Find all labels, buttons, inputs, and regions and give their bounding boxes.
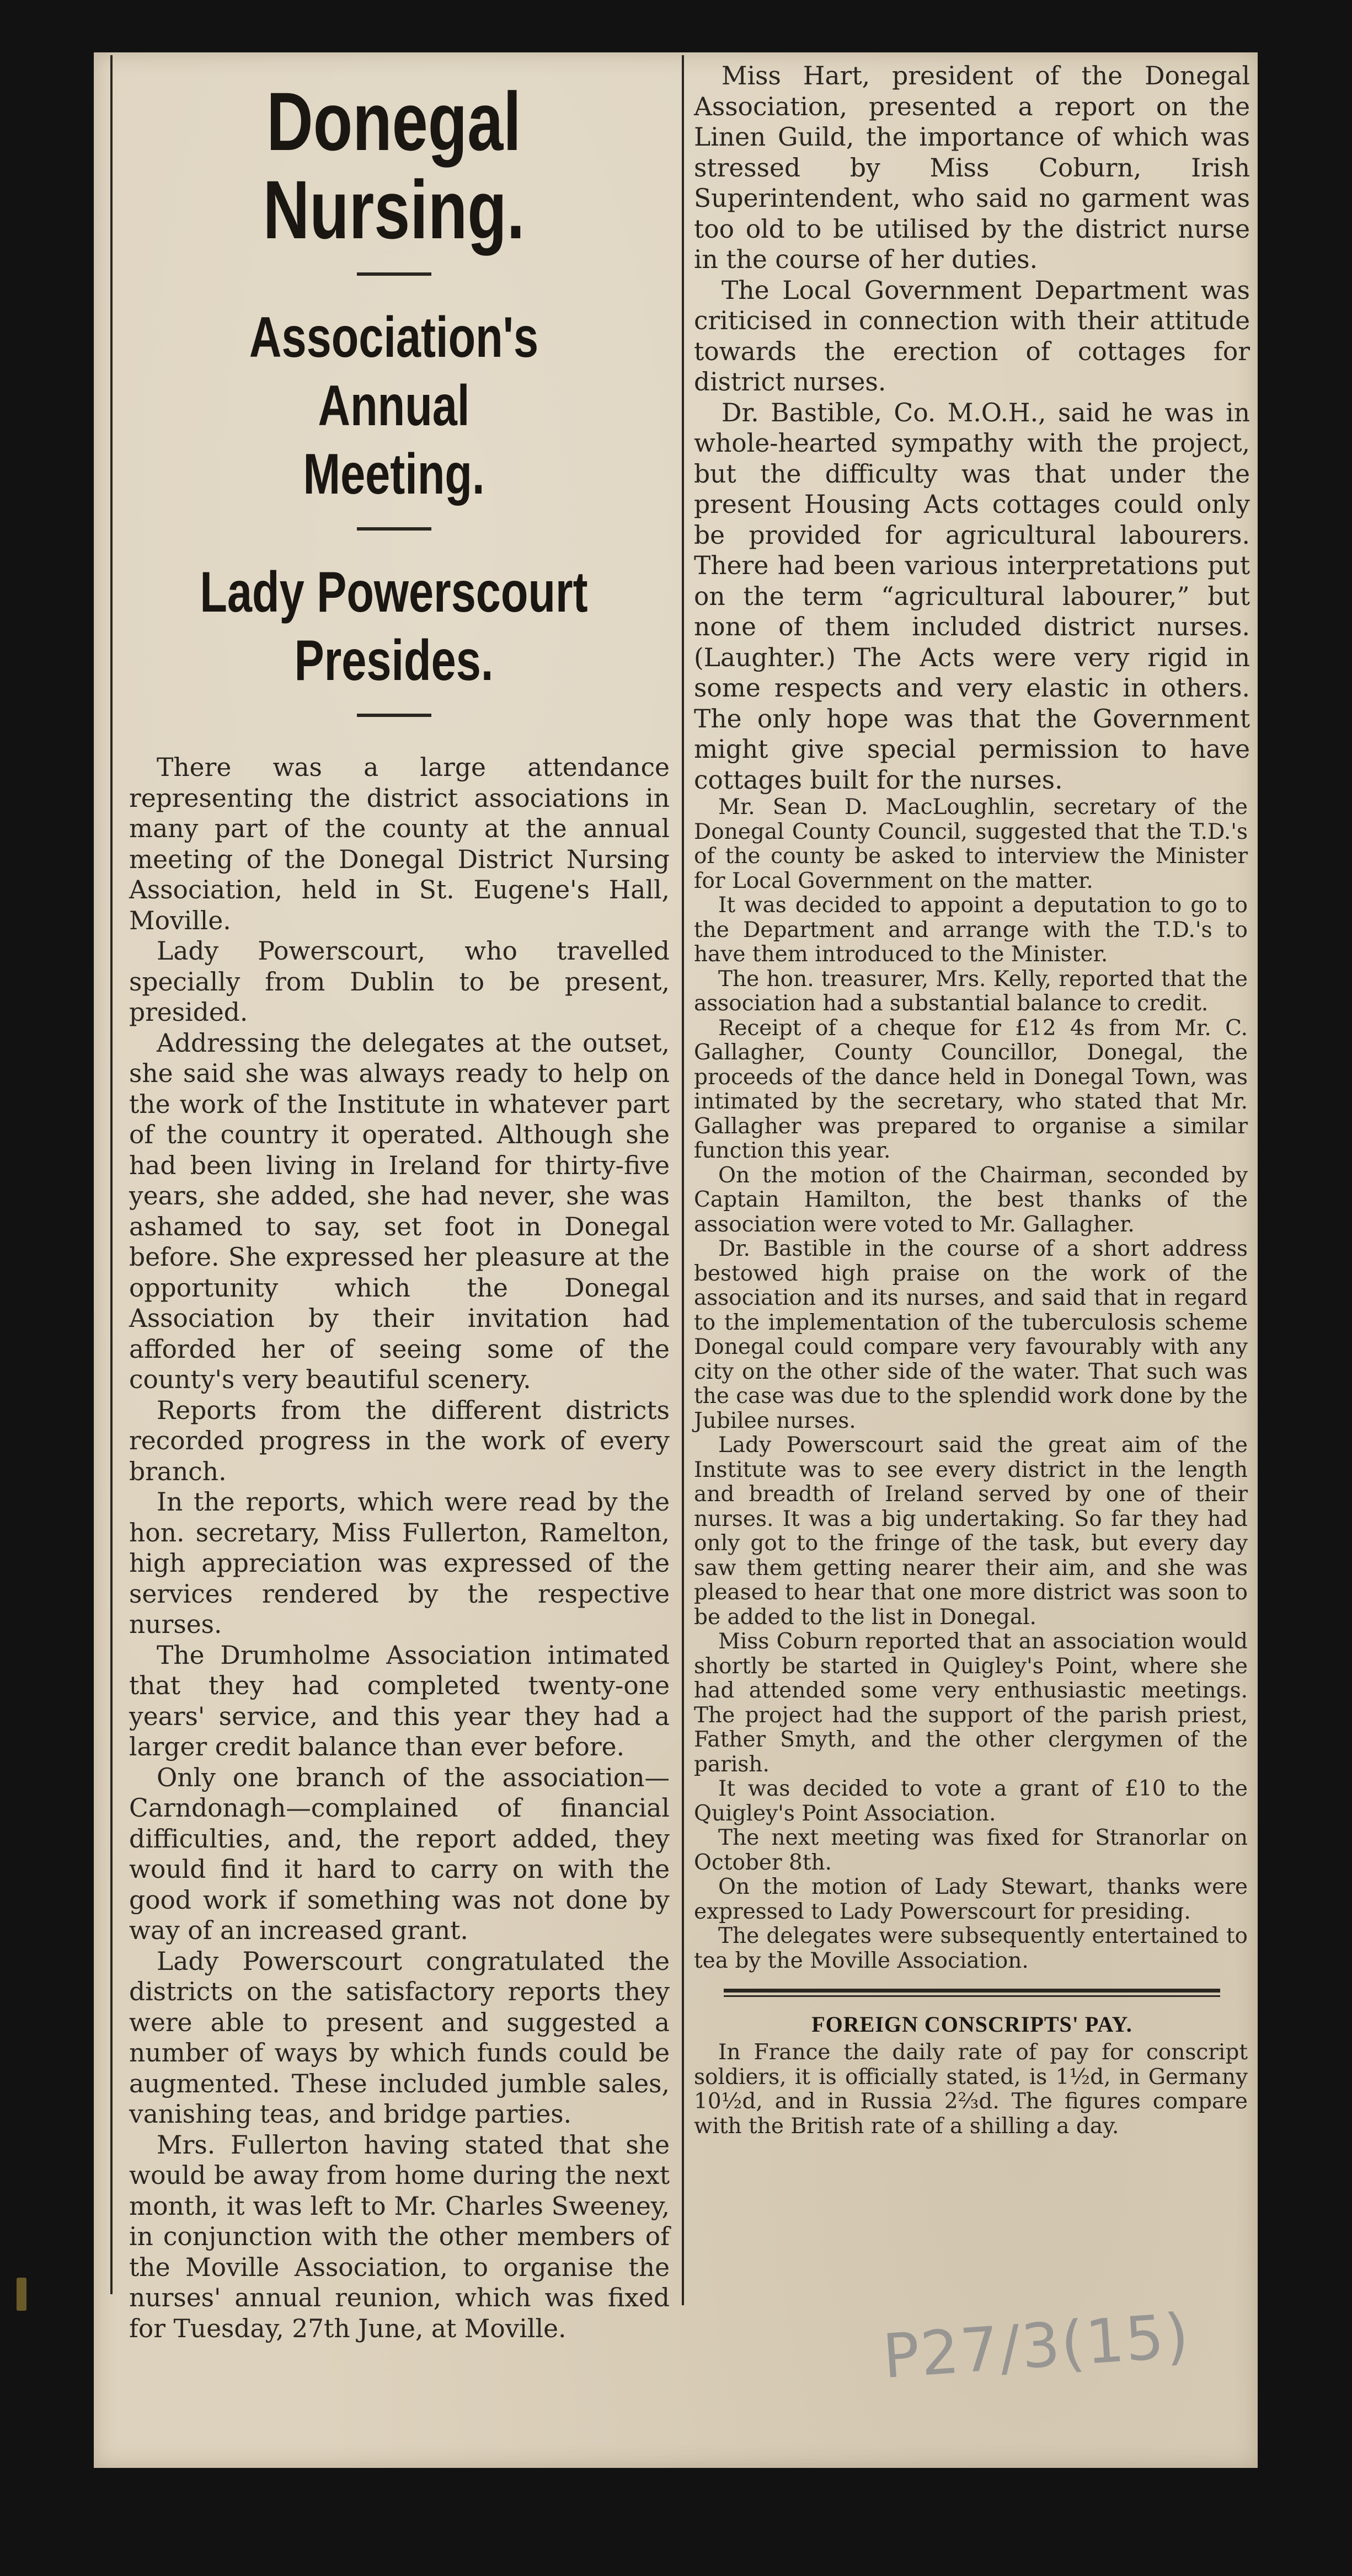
paragraph: In the reports, which were read by the hon. secretary, Miss Fullerton, Ramelton, high appreciation was expressed of the services rendered by the respective nurses. bbox=[129, 1487, 670, 1639]
paragraph: The delegates were subsequently entertained to tea by the Moville Association. bbox=[694, 1924, 1248, 1973]
archive-reference-annotation: P27/3(15) bbox=[880, 2300, 1192, 2392]
paragraph: Dr. Bastible, Co. M.O.H., said he was in whole-hearted sympathy with the project, but the difficulty was that under the present Housing Acts cottages could only be provided for agricultural labourers. There had been various interpretations put on the term “agricultural labourer,” but none of them included district nurses. (Laughter.) The Acts were very rigid in some respects and very elastic in others. The only hope was that the Government might give special permission to have cottages built for the nurses. bbox=[694, 398, 1250, 795]
paragraph: Lady Powerscourt congratulated the districts on the satisfactory reports they were able to present and suggested a number of ways by which funds could be augmented. These included jumble sales, vanishing teas, and bridge parties. bbox=[129, 1946, 670, 2129]
paragraph: Lady Powerscourt, who travelled specially from Dublin to be present, presided. bbox=[129, 936, 670, 1027]
paragraph: Miss Hart, president of the Donegal Association, presented a report on the Linen Guild, the importance of which was stressed by Miss Coburn, Irish Superintendent, who said no garment was too old to be utilised by the district nurse in the course of her duties. bbox=[694, 61, 1250, 274]
paragraph: There was a large attendance representing the district associations in many part of the county at the annual meeting of the Donegal District Nursing Association, held in St. Eugene's Hall, Moville. bbox=[129, 753, 670, 935]
subhead-rule bbox=[357, 714, 431, 717]
paragraph: The next meeting was fixed for Stranorlar on October 8th. bbox=[694, 1825, 1248, 1875]
paragraph: On the motion of the Chairman, seconded by Captain Hamilton, the best thanks of the association were voted to Mr. Gallagher. bbox=[694, 1163, 1248, 1237]
left-column bbox=[110, 55, 675, 2343]
paragraph: The hon. treasurer, Mrs. Kelly, reported that the association had a substantial balance to credit. bbox=[694, 966, 1248, 1016]
article-subtitle bbox=[174, 303, 613, 508]
paragraph: It was decided to vote a grant of £10 to the Quigley's Point Association. bbox=[694, 1776, 1248, 1826]
paragraph: In France the daily rate of pay for conscript soldiers, it is officially stated, is 1½d, in Germany 10½d, and in Russia 2⅔d. The figures compare with the British rate of a shilling a day. bbox=[694, 2040, 1248, 2139]
subtitle-line-2: Meeting. bbox=[303, 442, 485, 506]
conscripts-heading: FOREIGN CONSCRIPTS' PAY. bbox=[811, 2012, 1132, 2037]
paragraph: It was decided to appoint a deputation to go to the Department and arrange with the T.D.'s to have them introduced to the Minister. bbox=[694, 893, 1248, 967]
column-divider bbox=[682, 55, 684, 2305]
right-column bbox=[691, 61, 1253, 2305]
subhead-line-2: Presides. bbox=[294, 629, 494, 693]
left-body bbox=[113, 752, 675, 2344]
article-title: Donegal Nursing. bbox=[263, 75, 525, 256]
conscripts-body bbox=[691, 2041, 1253, 2139]
right-body-large bbox=[691, 61, 1253, 795]
paragraph: Mrs. Fullerton having stated that she would be away from home during the next month, it was left to Mr. Charles Sweeney, in conjunction with the other members of the Moville Association, to organise the nurses' annual reunion, which was fixed for Tuesday, 27th June, at Moville. bbox=[129, 2130, 670, 2343]
divider-thick bbox=[724, 1989, 1220, 1993]
article-subhead bbox=[174, 558, 613, 695]
paragraph: Dr. Bastible in the course of a short address bestowed high praise on the work of the association and its nurses, and said that in regard to the implementation of the tuberculosis scheme Donegal could compare very favourably with any city on the other side of the water. That such was the case was due to the splendid work done by the Jubilee nurses. bbox=[694, 1236, 1248, 1433]
section-divider bbox=[724, 1989, 1220, 1997]
paragraph: Reports from the different districts recorded progress in the work of every branch. bbox=[129, 1395, 670, 1486]
paragraph: Only one branch of the association—Carndonagh—complained of financial difficulties, and, the report added, they would find it hard to carry on with the good work if something was not done by way of an increased grant. bbox=[129, 1763, 670, 1945]
title-rule bbox=[357, 272, 431, 276]
subtitle-rule bbox=[357, 527, 431, 531]
paragraph: Miss Coburn reported that an association would shortly be started in Quigley's Point, where she had attended some very enthusiastic meetings. The project had the support of the parish priest, Father Smyth, and the other clergymen of the parish. bbox=[694, 1629, 1248, 1777]
subhead-line-1: Lady Powerscourt bbox=[200, 560, 588, 624]
paragraph: The Drumholme Association intimated that they had completed twenty-one years' service, and this year they had a larger credit balance than ever before. bbox=[129, 1640, 670, 1761]
archive-tab-mark bbox=[17, 2278, 26, 2311]
paragraph: The Local Government Department was criticised in connection with their attitude towards the erection of cottages for district nurses. bbox=[694, 275, 1250, 397]
divider-thin bbox=[724, 1995, 1220, 1997]
paragraph: Lady Powerscourt said the great aim of the Institute was to see every district in the length and breadth of Ireland served by one of their nurses. It was a big undertaking. So far they had only got to the fringe of the task, but every day saw them getting nearer their aim, and she was pleased to hear that one more district was soon to be added to the list in Donegal. bbox=[694, 1433, 1248, 1630]
paragraph: On the motion of Lady Stewart, thanks were expressed to Lady Powerscourt for presiding. bbox=[694, 1875, 1248, 1924]
paragraph: Mr. Sean D. MacLoughlin, secretary of the Donegal County Council, suggested that the T.D.'s of the county be asked to interview the Minister for Local Government on the matter. bbox=[694, 795, 1248, 893]
right-body-small bbox=[691, 795, 1253, 1973]
paragraph: Addressing the delegates at the outset, she said she was always ready to help on the work of the Institute in whatever part of the country it operated. Although she had been living in Ireland for thirty-five years, she added, she had never, she was ashamed to say, set foot in Donegal before. She expressed her pleasure at the opportunity which the Donegal Association by their invitation had afforded her of seeing some of the county's very beautiful scenery. bbox=[129, 1028, 670, 1394]
paragraph: Receipt of a cheque for £12 4s from Mr. C. Gallagher, County Councillor, Donegal, the proceeds of the dance held in Donegal Town, was intimated by the secretary, who stated that Mr. Gallagher was prepared to organise a similar function this year. bbox=[694, 1015, 1248, 1163]
subtitle-line-1: Association's Annual bbox=[249, 306, 539, 438]
